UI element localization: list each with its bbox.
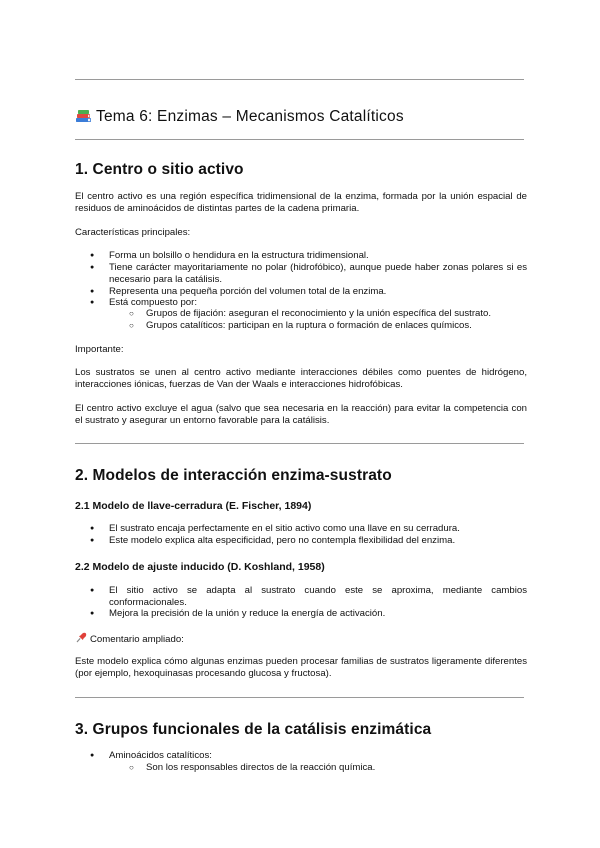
model-item: ● Este modelo explica alta especificidad, pero no contempla flexibilidad del enzima.: [109, 535, 527, 547]
feature-item: ● Representa una pequeña porción del volumen total de la enzima.: [109, 286, 527, 298]
subsection-2-2-heading: 2.2 Modelo de ajuste inducido (D. Koshland, 1958): [75, 561, 325, 573]
feature-item: ● Tiene carácter mayoritariamente no polar (hidrofóbico), aunque puede haber zonas polares si es necesario para la catálisis.: [109, 262, 527, 286]
features-label: Características principales:: [75, 227, 191, 238]
important-paragraph-1: Los sustratos se unen al centro activo mediante interacciones débiles como puentes de hidrógeno, interacciones iónicas, fuerzas de Van der Waals e interacciones hidrofóbicas.: [75, 367, 527, 390]
model-item: ● El sitio activo se adapta al sustrato cuando este se aproxima, mediante cambios conformacionales.: [109, 585, 527, 609]
pushpin-icon: [75, 632, 87, 643]
books-icon: [75, 109, 92, 123]
section2-divider: [75, 697, 524, 698]
important-label: Importante:: [75, 344, 124, 355]
comment-text: Este modelo explica cómo algunas enzimas pueden procesar familias de sustratos ligeramente diferentes (por ejemplo, hexoquinasas procesando glucosa y fructosa).: [75, 656, 527, 679]
comment-label-text: Comentario ampliado:: [90, 634, 184, 645]
page-title: [75, 108, 404, 126]
subfeature-item: ○ Grupos de fijación: aseguran el reconocimiento y la unión específica del sustrato.: [146, 308, 527, 320]
top-divider: [75, 79, 524, 80]
section3-heading: 3. Grupos funcionales de la catálisis enzimática: [75, 721, 432, 738]
model-item: ● Mejora la precisión de la unión y reduce la energía de activación.: [109, 608, 527, 620]
functional-group-item: ● Aminoácidos catalíticos:: [109, 750, 527, 762]
comment-label: [75, 632, 184, 645]
feature-item: ● Está compuesto por:: [109, 297, 527, 309]
section1-divider: [75, 443, 524, 444]
section2-heading: 2. Modelos de interacción enzima-sustrato: [75, 467, 392, 484]
section1-heading: 1. Centro o sitio activo: [75, 161, 244, 178]
subsection-2-1-heading: 2.1 Modelo de llave-cerradura (E. Fischer, 1894): [75, 500, 312, 512]
model-item: ● El sustrato encaja perfectamente en el sitio activo como una llave en su cerradura.: [109, 523, 527, 535]
page-title-text: Tema 6: Enzimas – Mecanismos Catalíticos: [96, 108, 404, 125]
functional-group-subitem: ○ Son los responsables directos de la reacción química.: [146, 762, 527, 774]
section1-intro: El centro activo es una región específica tridimensional de la enzima, formada por la unión espacial de residuos de aminoácidos de distintas partes de la cadena primaria.: [75, 191, 527, 214]
subfeature-item: ○ Grupos catalíticos: participan en la ruptura o formación de enlaces químicos.: [146, 320, 527, 332]
important-paragraph-2: El centro activo excluye el agua (salvo que sea necesaria en la reacción) para evitar la competencia con el sustrato y asegurar un entorno favorable para la catálisis.: [75, 403, 527, 426]
feature-item: ● Forma un bolsillo o hendidura en la estructura tridimensional.: [109, 250, 527, 262]
title-divider: [75, 139, 524, 140]
